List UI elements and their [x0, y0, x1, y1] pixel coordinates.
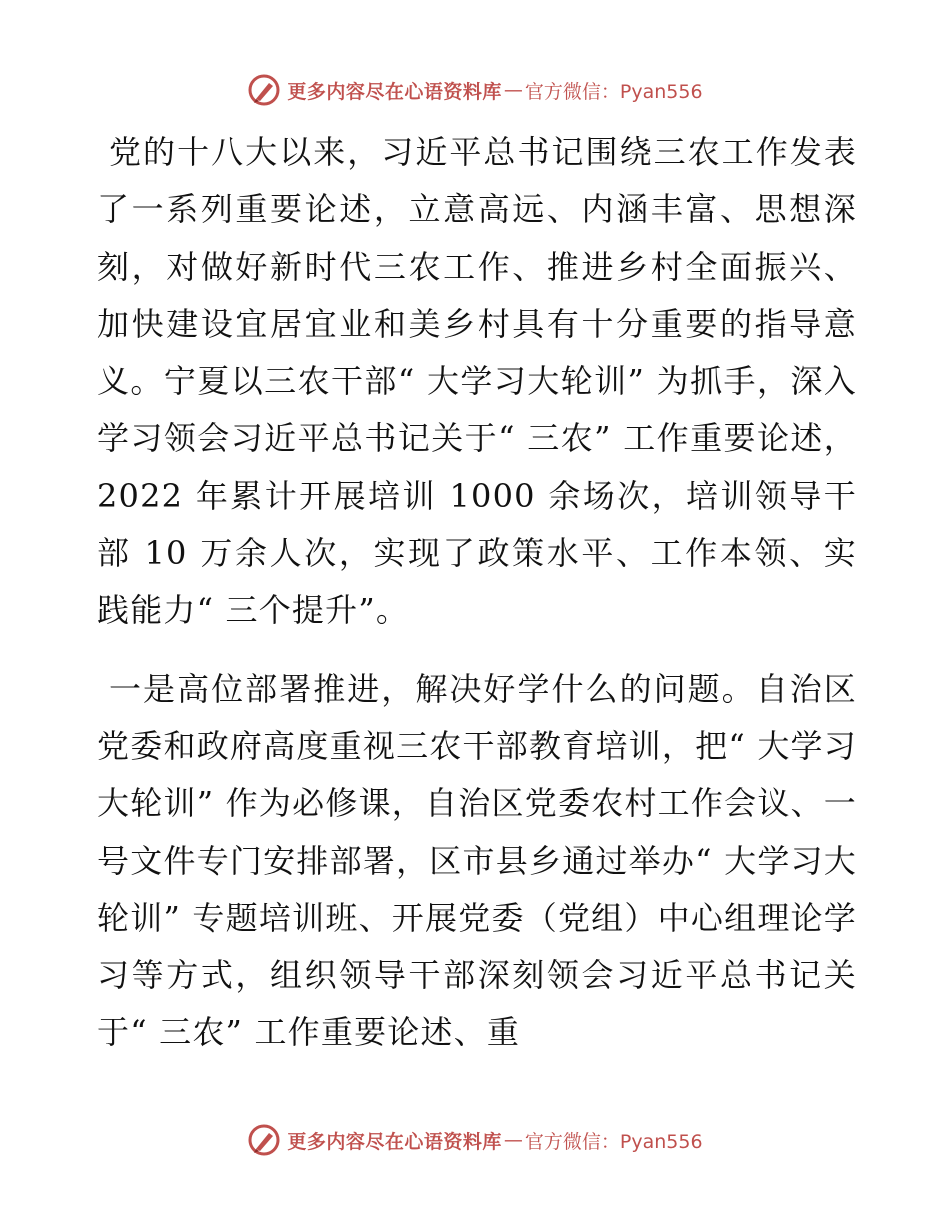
watermark-contact: 官方微信：Pyan556 [524, 1130, 703, 1153]
watermark-brand: 更多内容尽在心语资料库 [287, 80, 502, 103]
footer-watermark [0, 1120, 950, 1160]
document-body [97, 124, 857, 1062]
watermark-contact: 官方微信：Pyan556 [524, 80, 703, 103]
header-watermark [0, 70, 950, 110]
watermark-dash: — [503, 1129, 523, 1151]
pen-logo-icon [247, 73, 281, 107]
watermark-dash: — [503, 79, 523, 101]
paragraph: 党的十八大以来，习近平总书记围绕三农工作发表了一系列重要论述，立意高远、内涵丰富、思想深刻，对做好新时代三农工作、推进乡村全面振兴、加快建设宜居宜业和美乡村具有十分重要的指导意义。宁夏以三农干部“ 大学习大轮训” 为抓手，深入学习领会习近平总书记关于“ 三农” 工作重要论述，2022 年累计开展培训 1000 余场次，培训领导干部 10 万余人次，实现了政策水平、工作本领、实践能力“ 三个提升”。 [97, 133, 857, 630]
watermark-brand: 更多内容尽在心语资料库 [287, 1130, 502, 1153]
pen-logo-icon [247, 1123, 281, 1157]
paragraph: 一是高位部署推进，解决好学什么的问题。自治区党委和政府高度重视三农干部教育培训，把“ 大学习大轮训” 作为必修课，自治区党委农村工作会议、一号文件专门安排部署，区市县乡通过举办“ 大学习大轮训” 专题培训班、开展党委（党组）中心组理论学习等方式，组织领导干部深刻领会习近平总书记关于“ 三农” 工作重要论述、重 [97, 669, 857, 1052]
